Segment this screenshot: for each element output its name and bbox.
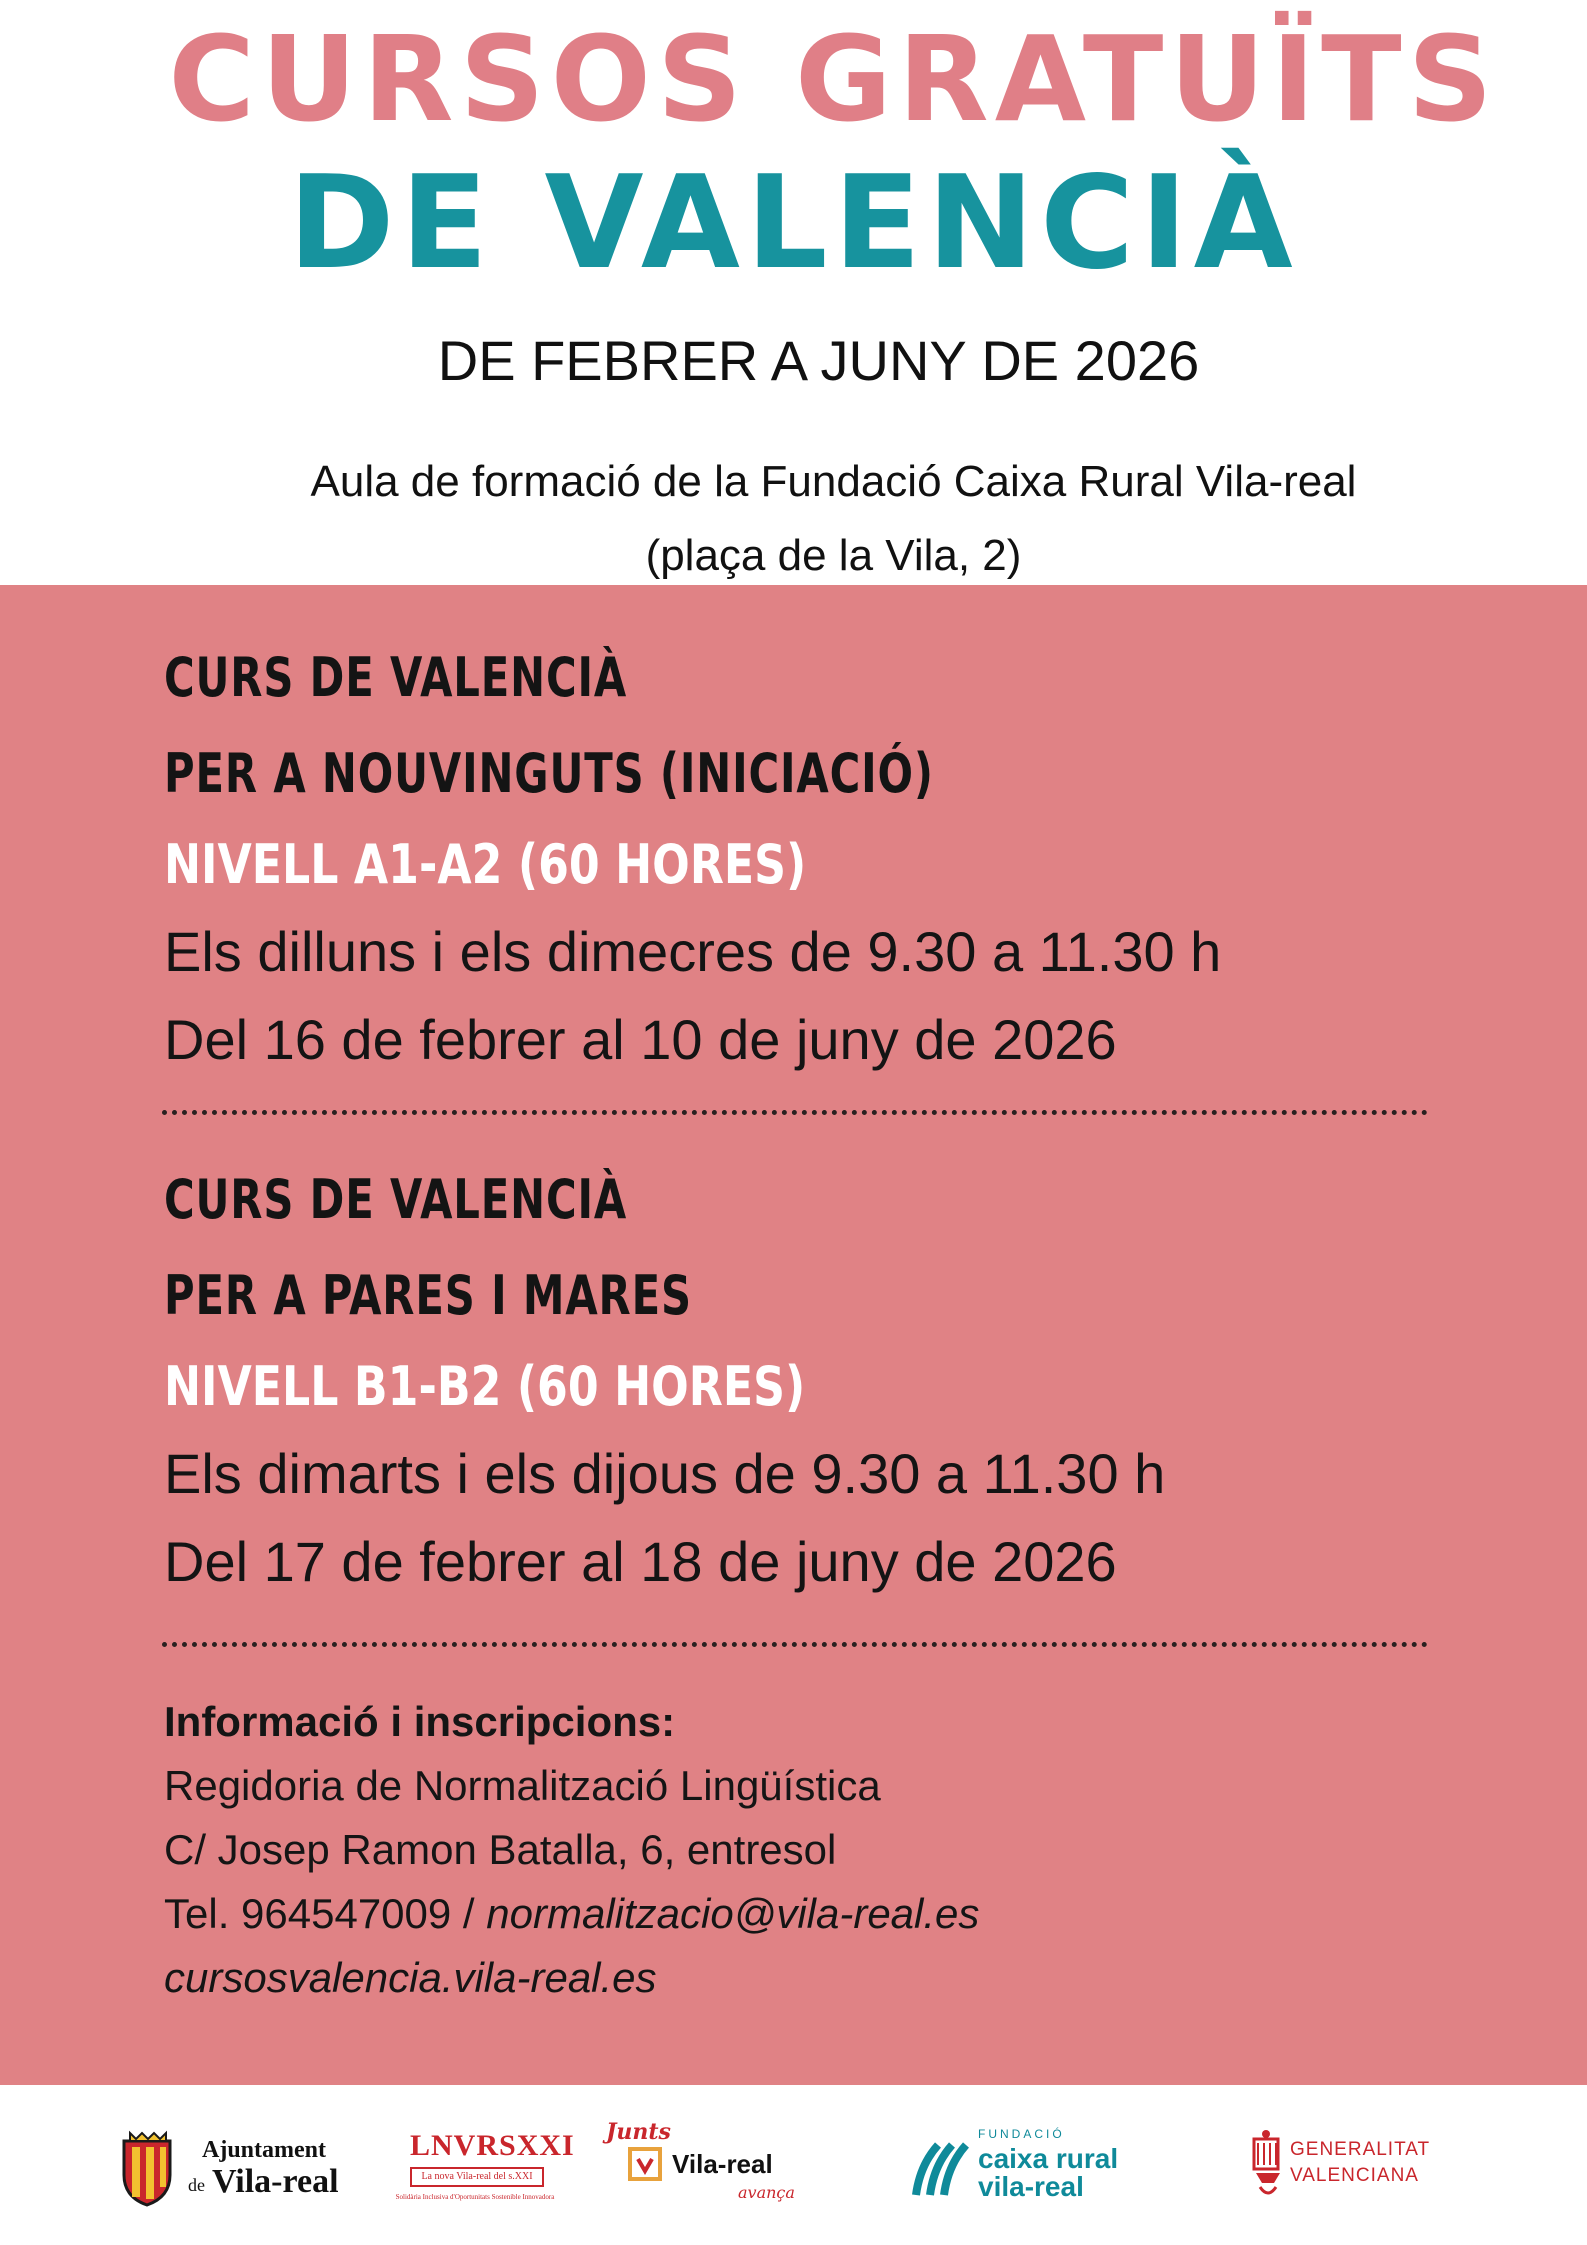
sponsor-logos: [0, 2085, 1587, 2245]
fundacio-line1: caixa rural: [978, 2143, 1119, 2174]
contact-email-link[interactable]: normalitzacio@vila-real.es: [486, 1890, 980, 1937]
fundacio-small: FUNDACIÓ: [978, 2127, 1065, 2141]
dotted-divider: [162, 1642, 1428, 1647]
course-1: [164, 630, 1464, 1084]
generalitat-logo: [1250, 2129, 1450, 2209]
generalitat-emblem-icon: [1250, 2129, 1286, 2205]
contact-tel-line: [164, 1882, 1414, 1946]
contact-heading: Informació i inscripcions:: [164, 1698, 676, 1745]
gv-line1: GENERALITAT: [1290, 2139, 1431, 2160]
title-line2: DE VALENCIÀ: [288, 149, 1299, 298]
venue-line2: (plaça de la Vila, 2): [645, 531, 1022, 580]
junts-city: Vila-real: [672, 2149, 773, 2179]
ajuntament-de: de: [188, 2175, 205, 2195]
course-1-schedule: Els dilluns i els dimecres de 9.30 a 11.30 h: [164, 920, 1222, 983]
course-1-title-line1: CURS DE VALENCIÀ: [164, 646, 628, 709]
course-2: [164, 1152, 1464, 1606]
junts-tag: avança: [738, 2183, 795, 2202]
lnvrs-main: LNVRSXXI: [410, 2129, 575, 2162]
course-2-schedule: Els dimarts i els dijous de 9.30 a 11.30 h: [164, 1442, 1166, 1505]
lnvrs-logo: [370, 2129, 580, 2209]
venue-line1: Aula de formació de la Fundació Caixa Rural Vila-real: [310, 457, 1357, 506]
course-1-period: Del 16 de febrer al 10 de juny de 2026: [164, 1008, 1117, 1071]
contact-tel: Tel. 964547009 /: [164, 1890, 487, 1937]
heart-icon: [628, 2147, 662, 2181]
fundacio-logo: [906, 2129, 1146, 2209]
lnvrs-sub: La nova Vila-real del s.XXI: [410, 2167, 544, 2187]
course-2-title-line1: CURS DE VALENCIÀ: [164, 1168, 628, 1231]
course-1-title-line2: PER A NOUVINGUTS (INICIACIÓ): [164, 742, 934, 805]
dotted-divider: [162, 1110, 1428, 1115]
contact-info: [164, 1690, 1414, 2010]
title-line1: CURSOS GRATUÏTS: [168, 10, 1499, 148]
contact-web-link[interactable]: cursosvalencia.vila-real.es: [164, 1954, 657, 2001]
coat-of-arms-icon: [112, 2129, 182, 2209]
gv-line2: VALENCIANA: [1290, 2165, 1419, 2186]
venue: [0, 445, 1587, 593]
ajuntament-logo: [112, 2129, 352, 2209]
ajuntament-line1: Ajuntament: [202, 2137, 326, 2163]
waves-icon: [906, 2133, 976, 2203]
junts-logo: [598, 2119, 798, 2209]
course-2-title-line2: PER A PARES I MARES: [164, 1264, 692, 1327]
course-2-period: Del 17 de febrer al 18 de juny de 2026: [164, 1530, 1117, 1593]
course-2-level: NIVELL B1-B2 (60 HORES): [164, 1355, 806, 1418]
ajuntament-line2: Vila-real: [212, 2163, 339, 2200]
course-dates: DE FEBRER A JUNY DE 2026: [437, 329, 1200, 392]
lnvrs-sub2: Solidària Inclusiva d'Oportunitats Sostenible Innovadora: [395, 2193, 555, 2201]
course-1-level: NIVELL A1-A2 (60 HORES): [164, 833, 807, 896]
contact-office: Regidoria de Normalització Lingüística: [164, 1762, 881, 1809]
fundacio-line2: vila-real: [978, 2171, 1084, 2202]
junts-word: Junts: [606, 2119, 671, 2145]
contact-address: C/ Josep Ramon Batalla, 6, entresol: [164, 1826, 837, 1873]
